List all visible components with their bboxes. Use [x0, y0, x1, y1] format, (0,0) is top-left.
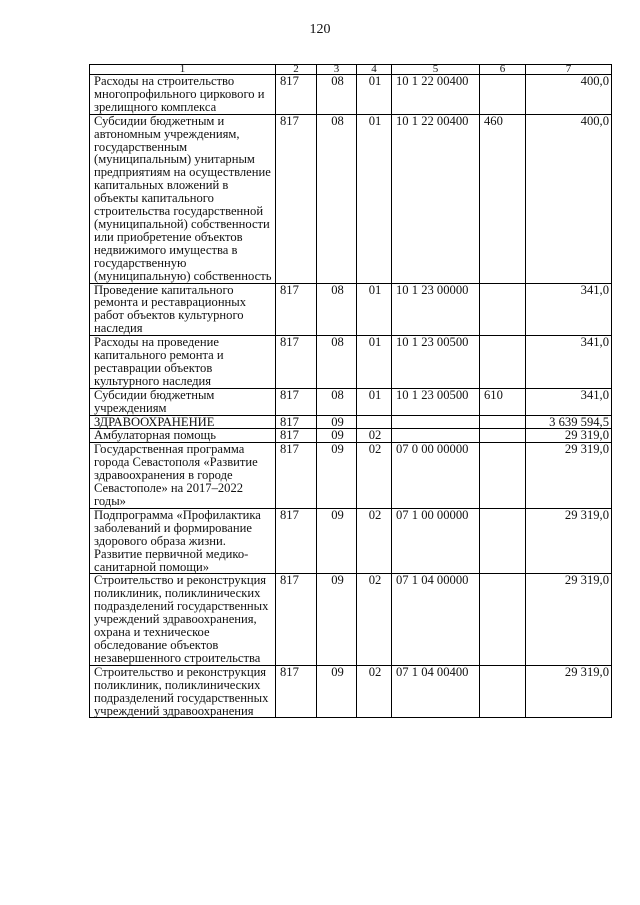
ministry-code-cell: 817 [276, 429, 317, 443]
target-code-cell [392, 429, 480, 443]
section-code-cell: 09 [317, 508, 357, 574]
section-code-cell: 09 [317, 443, 357, 509]
amount-cell: 29 319,0 [526, 665, 612, 718]
section-code-cell: 09 [317, 415, 357, 429]
expense-type-cell [480, 415, 526, 429]
table-row [90, 429, 612, 443]
ministry-code-cell: 817 [276, 114, 317, 283]
budget-table [89, 64, 612, 718]
item-name-cell: ЗДРАВООХРАНЕНИЕ [90, 415, 276, 429]
expense-type-cell [480, 75, 526, 115]
subsection-code-cell [357, 415, 392, 429]
target-code-cell: 07 1 04 00400 [392, 665, 480, 718]
table-row [90, 508, 612, 574]
target-code-cell: 10 1 22 00400 [392, 75, 480, 115]
item-name-cell: Амбулаторная помощь [90, 429, 276, 443]
item-name-cell: Субсидии бюджетным и автономным учреждениям, государственным (муниципальным) унитарным предприятиям на осуществление капитальных вложений в объекты капитального строительства государственной (муниципальной) собственности или приобретение объектов недвижимого имущества в государственную (муниципальную) собственность [90, 114, 276, 283]
table-row [90, 75, 612, 115]
section-code-cell: 08 [317, 388, 357, 415]
table-row [90, 283, 612, 336]
subsection-code-cell: 02 [357, 665, 392, 718]
subsection-code-cell: 01 [357, 114, 392, 283]
expense-type-cell [480, 508, 526, 574]
section-code-cell: 09 [317, 429, 357, 443]
item-name-cell: Проведение капитального ремонта и реставрационных работ объектов культурного наследия [90, 283, 276, 336]
section-code-cell: 08 [317, 283, 357, 336]
subsection-code-cell: 01 [357, 283, 392, 336]
ministry-code-cell: 817 [276, 443, 317, 509]
table-row [90, 574, 612, 665]
expense-type-cell: 610 [480, 388, 526, 415]
amount-cell: 29 319,0 [526, 508, 612, 574]
column-header: 3 [317, 65, 357, 75]
table-row [90, 665, 612, 718]
subsection-code-cell: 02 [357, 508, 392, 574]
column-header: 7 [526, 65, 612, 75]
column-header: 6 [480, 65, 526, 75]
ministry-code-cell: 817 [276, 336, 317, 389]
table-row [90, 114, 612, 283]
target-code-cell: 07 1 04 00000 [392, 574, 480, 665]
column-header: 1 [90, 65, 276, 75]
ministry-code-cell: 817 [276, 283, 317, 336]
table-row [90, 336, 612, 389]
expense-type-cell: 460 [480, 114, 526, 283]
target-code-cell: 07 0 00 00000 [392, 443, 480, 509]
item-name-cell: Расходы на строительство многопрофильного циркового и зрелищного комплекса [90, 75, 276, 115]
amount-cell: 400,0 [526, 114, 612, 283]
section-code-cell: 08 [317, 114, 357, 283]
ministry-code-cell: 817 [276, 665, 317, 718]
amount-cell: 29 319,0 [526, 574, 612, 665]
subsection-code-cell: 01 [357, 336, 392, 389]
target-code-cell: 10 1 22 00400 [392, 114, 480, 283]
amount-cell: 341,0 [526, 283, 612, 336]
item-name-cell: Подпрограмма «Профилактика заболеваний и формирование здорового образа жизни. Развитие первичной медико-санитарной помощи» [90, 508, 276, 574]
subsection-code-cell: 01 [357, 75, 392, 115]
table-row [90, 415, 612, 429]
subsection-code-cell: 02 [357, 429, 392, 443]
item-name-cell: Расходы на проведение капитального ремонта и реставрации объектов культурного наследия [90, 336, 276, 389]
item-name-cell: Строительство и реконструкция поликлиник, поликлинических подразделений государственных учреждений здравоохранения [90, 665, 276, 718]
ministry-code-cell: 817 [276, 415, 317, 429]
target-code-cell [392, 415, 480, 429]
amount-cell: 341,0 [526, 388, 612, 415]
section-code-cell: 09 [317, 665, 357, 718]
expense-type-cell [480, 336, 526, 389]
table-header-row [90, 65, 612, 75]
section-code-cell: 08 [317, 336, 357, 389]
page-number: 120 [309, 22, 331, 37]
item-name-cell: Государственная программа города Севастополя «Развитие здравоохранения в городе Севастополе» на 2017–2022 годы» [90, 443, 276, 509]
target-code-cell: 10 1 23 00500 [392, 336, 480, 389]
amount-cell: 341,0 [526, 336, 612, 389]
subsection-code-cell: 01 [357, 388, 392, 415]
expense-type-cell [480, 665, 526, 718]
column-header: 2 [276, 65, 317, 75]
column-header: 5 [392, 65, 480, 75]
target-code-cell: 07 1 00 00000 [392, 508, 480, 574]
ministry-code-cell: 817 [276, 508, 317, 574]
amount-cell: 29 319,0 [526, 429, 612, 443]
amount-cell: 29 319,0 [526, 443, 612, 509]
column-header: 4 [357, 65, 392, 75]
subsection-code-cell: 02 [357, 443, 392, 509]
expense-type-cell [480, 429, 526, 443]
amount-cell: 3 639 594,5 [526, 415, 612, 429]
item-name-cell: Субсидии бюджетным учреждениям [90, 388, 276, 415]
item-name-cell: Строительство и реконструкция поликлиник, поликлинических подразделений государственных учреждений здравоохранения, охрана и техническое обследование объектов незавершенного строительства [90, 574, 276, 665]
table-row [90, 443, 612, 509]
section-code-cell: 09 [317, 574, 357, 665]
target-code-cell: 10 1 23 00000 [392, 283, 480, 336]
table-row [90, 388, 612, 415]
subsection-code-cell: 02 [357, 574, 392, 665]
expense-type-cell [480, 574, 526, 665]
ministry-code-cell: 817 [276, 75, 317, 115]
ministry-code-cell: 817 [276, 574, 317, 665]
expense-type-cell [480, 283, 526, 336]
section-code-cell: 08 [317, 75, 357, 115]
amount-cell: 400,0 [526, 75, 612, 115]
target-code-cell: 10 1 23 00500 [392, 388, 480, 415]
ministry-code-cell: 817 [276, 388, 317, 415]
expense-type-cell [480, 443, 526, 509]
